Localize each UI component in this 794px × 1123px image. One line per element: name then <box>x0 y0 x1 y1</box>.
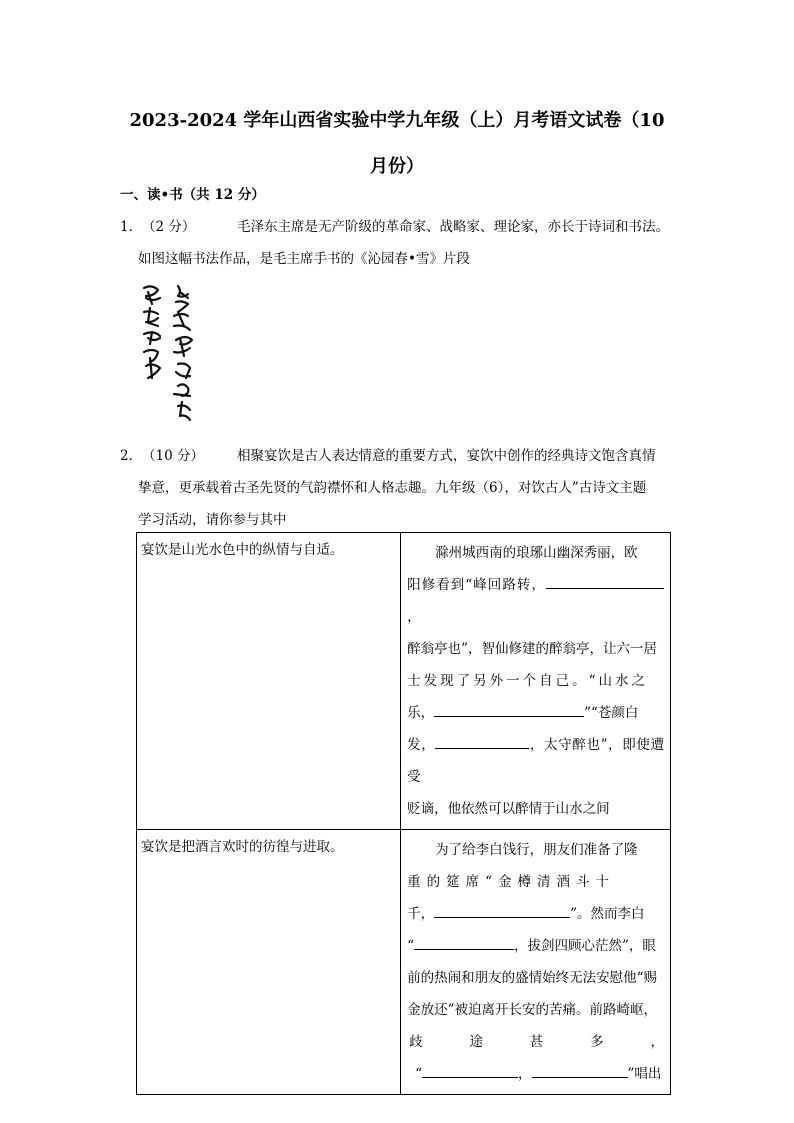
calligraphy-image <box>138 282 198 432</box>
question-2-text-3: 学习活动，请你参与其中 <box>138 512 287 528</box>
answer-blank[interactable] <box>546 570 664 589</box>
passage-char: 多 <box>590 1034 604 1050</box>
passage-char: 歧 <box>409 1034 423 1050</box>
passage-text: ”。然而李白 <box>570 906 645 922</box>
passage-char: 甚 <box>529 1034 544 1050</box>
passage-text: ，太守醉也”，即使遭受 <box>407 737 664 785</box>
table-row <box>137 533 671 830</box>
passage-text: “ <box>415 1066 422 1082</box>
answer-blank[interactable] <box>422 1059 518 1078</box>
question-number: 1． <box>120 219 143 235</box>
passage-text: 阳修看到“峰回路转， <box>407 577 546 593</box>
passage-text: 士发现了另外一个自己。“山水之 <box>407 673 648 689</box>
question-1-line-1 <box>120 211 680 243</box>
passage-text: 滁州城西南的琅琊山幽深秀丽，欧 <box>435 545 638 561</box>
question-2-line-1 <box>120 440 680 472</box>
passage-spread-line <box>407 1026 664 1058</box>
question-2 <box>120 440 680 536</box>
question-1 <box>120 211 680 275</box>
passage-text: 为了给李白饯行，朋友们准备了隆 <box>435 842 638 858</box>
question-1-text-2: 如图这幅书法作品，是毛主席手书的《沁园春•雪》片段 <box>138 251 470 267</box>
title-line-1: 2023-2024 学年山西省实验中学九年级（上）月考语文试卷（10 <box>129 110 665 131</box>
passage-text: “ <box>407 938 414 954</box>
table-cell-passage <box>401 830 671 1095</box>
passage-text: 千， <box>407 906 435 922</box>
answer-blank[interactable] <box>532 1059 628 1078</box>
exam-title <box>100 98 694 190</box>
question-score: （2 分） <box>142 219 196 235</box>
answer-blank[interactable] <box>434 899 570 918</box>
passage-text: 金放还”被迫离开长安的苦痛。前路崎岖， <box>407 1002 657 1018</box>
passage-char: ， <box>650 1034 664 1050</box>
passage-text: ， <box>518 1066 532 1082</box>
activity-table <box>136 532 671 1095</box>
question-1-text-1: 毛泽东主席是无产阶级的革命家、战略家、理论家，亦长于诗词和书法。 <box>237 219 669 235</box>
passage-text: ”“苍颜白 <box>584 705 639 721</box>
passage-text: 前的热闹和朋友的盛情始终无法安慰他“赐 <box>407 970 657 986</box>
title-line-2: 月份） <box>370 156 424 177</box>
passage-text: 乐， <box>407 705 435 721</box>
passage-text: 贬谪，他依然可以醉情于山水之间 <box>407 801 610 817</box>
question-2-text-1: 相聚宴饮是古人表达情意的重要方式，宴饮中创作的经典诗文饱含真情 <box>237 448 656 464</box>
passage-text: ”唱出 <box>627 1066 662 1082</box>
answer-blank[interactable] <box>434 698 584 717</box>
question-2-text-2: 挚意，更承载着古圣先贤的气韵襟怀和人格志趣。九年级（6），对饮古人”古诗文主题 <box>138 480 647 496</box>
table-cell-passage <box>401 533 671 830</box>
passage-char: 途 <box>469 1034 483 1050</box>
question-number: 2． <box>120 448 143 464</box>
question-score: （10 分） <box>142 448 204 464</box>
passage-text: 发， <box>407 737 436 753</box>
section-heading: 一、读•书（共 12 分） <box>120 187 265 203</box>
passage-text: 醉翁亭也”，智仙修建的醉翁亭，让六一居 <box>407 641 657 657</box>
passage-text: ， <box>407 609 421 625</box>
passage-text: 重的筵席“金樽清酒斗十 <box>407 874 615 890</box>
table-row <box>137 830 671 1095</box>
answer-blank[interactable] <box>414 931 514 950</box>
passage-text: ，拔剑四顾心茫然”，眼 <box>514 938 656 954</box>
answer-blank[interactable] <box>435 730 529 749</box>
table-cell-theme: 宴饮是山光水色中的纵情与自适。 <box>137 533 401 830</box>
table-cell-theme: 宴饮是把酒言欢时的彷徨与进取。 <box>137 830 401 1095</box>
